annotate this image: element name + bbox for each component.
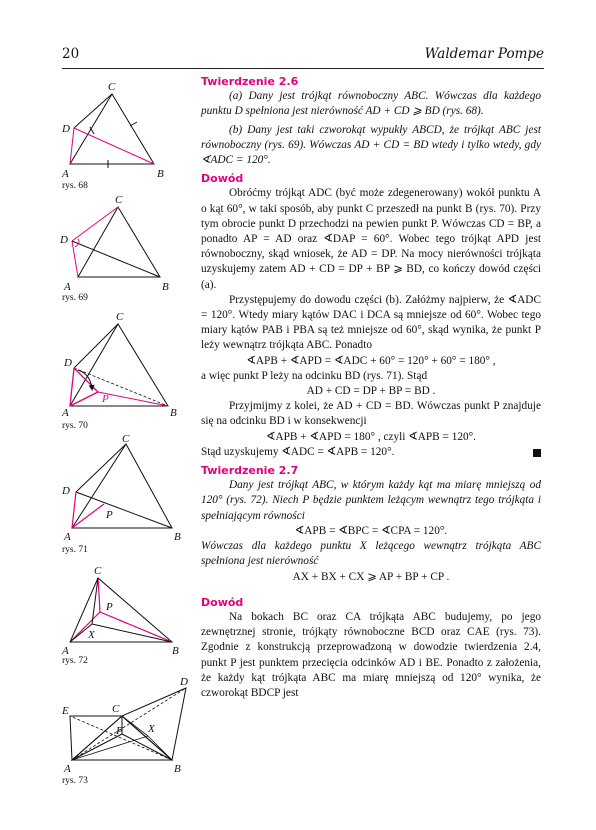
label-p: P: [102, 393, 109, 405]
label-a: A: [62, 645, 69, 657]
caption-69: rys. 69: [62, 293, 88, 303]
theorem-2-6-part-b: (b) Dany jest taki czworokąt wypukły ABCD, że trójkąt ABC jest równoboczny (rys. 69). Wówczas AD + CD = BD wtedy i tylko wtedy, gdy ∢ADC = 120°.: [201, 123, 541, 167]
figure-71: [60, 434, 190, 544]
proof-1-title: Dowód: [201, 172, 244, 186]
label-b: B: [170, 407, 177, 418]
theorem-2-7-paragraph-2: Wówczas dla każdego punktu X leżącego wewnątrz trójkąta ABC spełniona jest nierówność: [201, 540, 541, 568]
proof-1-paragraph-3: a więc punkt P leży na odcinku BD (rys. 71). Stąd: [201, 369, 428, 382]
caption-71: rys. 71: [62, 545, 88, 555]
theorem-2-7-paragraph-1: Dany jest trójkąt ABC, w którym każdy kąt ma miarę mniejszą od 120° (rys. 72). Niech P będzie punktem leżącym wewnątrz tego trójkąta i spełniającym równości: [201, 479, 541, 522]
label-e: E: [62, 705, 69, 717]
main-text-column: [201, 74, 541, 701]
proof-2-paragraph-1: Na bokach BC oraz CA trójkąta ABC budujemy, po jego zewnętrznej stronie, trójkąty równoboczne BCD oraz CAE (rys. 73). Zgodnie z konstrukcją przeprowadzoną w dowodzie twierdzenia 2.4, punkt P jest punktem przecięcia odcinków AD i BE. Ponadto z założenia, że każdy kąt trójkąta ABC ma miarę mniejszą od 120° wynika, że czworokąt BDCP jest: [201, 610, 541, 699]
label-p: P: [116, 725, 123, 737]
label-a: A: [64, 281, 71, 293]
proof-1-paragraph-4: Przyjmijmy z kolei, że AD + CD = BD. Wówczas punkt P znajduje się na odcinku BD i w konsekwencji: [201, 400, 541, 428]
label-a: A: [64, 531, 71, 543]
label-x: X: [88, 629, 95, 641]
equation-5: AX + BX + CX ⩾ AP + BP + CP .: [292, 570, 450, 583]
caption-68: rys. 68: [62, 181, 88, 191]
proof-2-title: Dowód: [201, 595, 244, 609]
proof-1-paragraph-1: Obróćmy trójkąt ADC (być może zdegenerowany) wokół punktu A o kąt 60°, w taki sposób, aby punkt C przeszedł na punkt B (rys. 70). Przy tym obrocie punkt D przechodzi na pewien punkt P. Wówczas CD = BP, a ponadto AP = AD oraz ∢DAP = 60°. Wobec tego trójkąt APD jest równoboczny, skąd wniosek, że AD = DP. Na mocy nierówności trójkąta uzyskujemy zatem AD + CD = DP + BP ⩾ BD, co kończy dowód części (a).: [201, 187, 541, 291]
figure-68: [60, 80, 190, 180]
label-c: C: [94, 565, 102, 577]
label-a: A: [62, 407, 69, 418]
theorem-2-6-part-a: (a) Dany jest trójkąt równoboczny ABC. Wówczas dla każdego punktu D spełniona jest nierówność AD + CD ⩾ BD (rys. 68).: [201, 90, 541, 118]
label-p: P: [106, 601, 113, 613]
caption-73: rys. 73: [62, 776, 88, 786]
theorem-2-6-title: Twierdzenie 2.6: [201, 75, 299, 88]
proof-1-conclusion: Stąd uzyskujemy ∢ADC = ∢APB = 120°.: [201, 445, 395, 458]
label-c: C: [116, 311, 124, 323]
label-d: D: [62, 485, 70, 497]
figure-73: [60, 674, 195, 774]
caption-72: rys. 72: [62, 656, 88, 666]
page-header: [62, 46, 544, 64]
label-b: B: [172, 645, 179, 657]
equation-1: ∢APB + ∢APD = ∢ADC + 60° = 120° + 60° = 180° ,: [246, 354, 496, 367]
label-p: P: [106, 509, 113, 521]
label-a: A: [62, 168, 69, 180]
figure-72: [60, 562, 190, 657]
header-rule: [62, 68, 544, 69]
label-d: D: [62, 123, 70, 135]
label-c: C: [112, 703, 120, 715]
theorem-2-7-title: Twierdzenie 2.7: [201, 464, 299, 478]
label-d: D: [60, 234, 68, 246]
equation-3: ∢APB + ∢APD = 180° , czyli ∢APB = 120°.: [265, 430, 476, 443]
label-c: C: [108, 81, 116, 93]
figure-69: [60, 193, 190, 293]
label-b: B: [174, 763, 181, 774]
label-b: B: [157, 168, 164, 180]
equation-2: AD + CD = DP + BP = BD .: [306, 385, 436, 398]
equation-4: ∢APB = ∢BPC = ∢CPA = 120°.: [294, 524, 448, 537]
label-a: A: [64, 763, 71, 774]
proof-1-paragraph-5: [201, 445, 541, 460]
running-author: Waldemar Pompe: [424, 46, 544, 62]
label-b: B: [162, 281, 169, 293]
label-b: B: [174, 531, 181, 543]
caption-70: rys. 70: [62, 421, 88, 431]
figure-70: [60, 308, 190, 418]
proof-1-paragraph-2: Przystępujemy do dowodu części (b). Załóżmy najpierw, że ∢ADC = 120°. Wtedy miary kątów DAC i DCA są mniejsze od 60°. Wobec tego miary kątów PAB i PBA są też mniejsze od 60°, skąd wynika, że punkt P leży wewnątrz trójkąta ABC. Ponadto: [201, 293, 541, 352]
label-d: D: [64, 357, 72, 369]
page-number: 20: [62, 46, 80, 62]
qed-square-icon: [533, 449, 541, 457]
label-x: X: [148, 723, 155, 735]
label-c: C: [115, 194, 123, 206]
label-c: C: [122, 434, 130, 445]
label-d: D: [180, 676, 188, 688]
